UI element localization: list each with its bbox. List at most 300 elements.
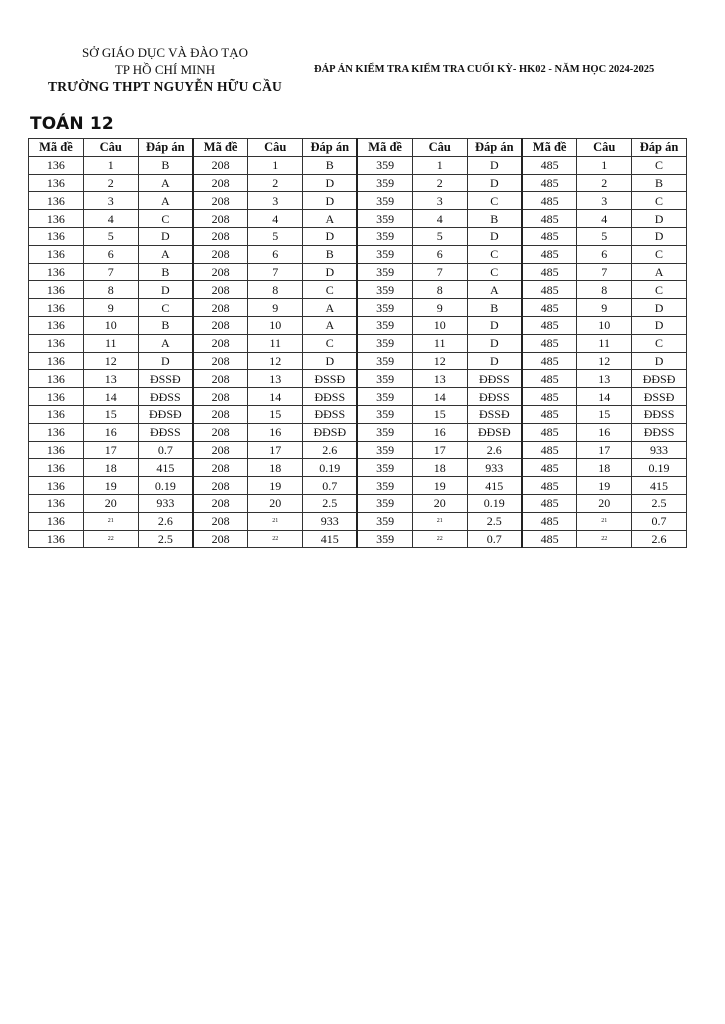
- table-row: [29, 459, 687, 477]
- answer-cell: ĐĐSĐ: [467, 423, 522, 441]
- question-cell: 17: [248, 441, 303, 459]
- table-row: [29, 227, 687, 245]
- table-header-row: [29, 139, 687, 157]
- question-cell: 14: [248, 388, 303, 406]
- answer-cell: B: [303, 245, 358, 263]
- answer-cell: 2.6: [303, 441, 358, 459]
- question-cell: 22: [577, 530, 632, 548]
- question-cell: 16: [248, 423, 303, 441]
- exam-code-cell: 485: [522, 156, 577, 174]
- exam-code-cell: 208: [193, 316, 248, 334]
- question-cell: 3: [248, 192, 303, 210]
- question-cell: 19: [248, 477, 303, 495]
- exam-code-cell: 208: [193, 156, 248, 174]
- department-line-1: SỞ GIÁO DỤC VÀ ĐÀO TẠO: [82, 45, 248, 60]
- question-cell: 21: [412, 512, 467, 530]
- question-cell: 19: [577, 477, 632, 495]
- exam-code-cell: 136: [29, 459, 84, 477]
- question-cell: 18: [83, 459, 138, 477]
- question-cell: 3: [412, 192, 467, 210]
- answer-cell: ĐĐSĐ: [632, 370, 687, 388]
- exam-code-cell: 485: [522, 299, 577, 317]
- answer-cell: B: [467, 299, 522, 317]
- exam-code-cell: 359: [357, 174, 412, 192]
- answer-key-table: [28, 138, 687, 548]
- column-header: Đáp án: [467, 139, 522, 157]
- question-cell: 5: [83, 227, 138, 245]
- answer-cell: A: [138, 334, 193, 352]
- answer-cell: D: [632, 299, 687, 317]
- column-header: Câu: [83, 139, 138, 157]
- answer-cell: C: [632, 281, 687, 299]
- answer-cell: A: [467, 281, 522, 299]
- exam-code-cell: 359: [357, 227, 412, 245]
- exam-code-cell: 136: [29, 388, 84, 406]
- question-cell: 20: [412, 494, 467, 512]
- question-cell: 5: [577, 227, 632, 245]
- answer-cell: 415: [138, 459, 193, 477]
- exam-code-cell: 485: [522, 316, 577, 334]
- answer-cell: ĐĐSS: [632, 405, 687, 423]
- exam-code-cell: 485: [522, 210, 577, 228]
- exam-code-cell: 208: [193, 192, 248, 210]
- exam-code-cell: 485: [522, 494, 577, 512]
- exam-code-cell: 208: [193, 174, 248, 192]
- answer-cell: 2.5: [632, 494, 687, 512]
- question-cell: 7: [577, 263, 632, 281]
- answer-cell: 2.5: [303, 494, 358, 512]
- exam-code-cell: 359: [357, 316, 412, 334]
- answer-cell: 0.19: [303, 459, 358, 477]
- question-cell: 3: [577, 192, 632, 210]
- table-row: [29, 370, 687, 388]
- exam-code-cell: 208: [193, 352, 248, 370]
- department-line-2: TP HỒ CHÍ MINH: [114, 62, 216, 77]
- exam-code-cell: 485: [522, 530, 577, 548]
- header-left: [30, 44, 300, 95]
- exam-code-cell: 359: [357, 334, 412, 352]
- exam-code-cell: 359: [357, 494, 412, 512]
- answer-cell: B: [138, 316, 193, 334]
- exam-code-cell: 485: [522, 441, 577, 459]
- question-cell: 4: [248, 210, 303, 228]
- answer-cell: C: [632, 334, 687, 352]
- answer-cell: 415: [467, 477, 522, 495]
- question-cell: 11: [577, 334, 632, 352]
- answer-cell: D: [467, 352, 522, 370]
- exam-code-cell: 359: [357, 156, 412, 174]
- answer-cell: ĐĐSS: [632, 423, 687, 441]
- answer-cell: D: [303, 263, 358, 281]
- column-header: Mã đề: [522, 139, 577, 157]
- answer-cell: ĐĐSĐ: [138, 405, 193, 423]
- answer-cell: 933: [303, 512, 358, 530]
- answer-cell: 2.5: [467, 512, 522, 530]
- question-cell: 22: [412, 530, 467, 548]
- question-cell: 22: [83, 530, 138, 548]
- answer-cell: 0.7: [632, 512, 687, 530]
- exam-code-cell: 485: [522, 352, 577, 370]
- exam-code-cell: 208: [193, 299, 248, 317]
- question-cell: 10: [412, 316, 467, 334]
- answer-cell: 933: [632, 441, 687, 459]
- answer-cell: 933: [467, 459, 522, 477]
- exam-code-cell: 485: [522, 245, 577, 263]
- question-cell: 11: [83, 334, 138, 352]
- answer-cell: D: [467, 156, 522, 174]
- question-cell: 4: [577, 210, 632, 228]
- answer-cell: D: [467, 227, 522, 245]
- answer-cell: 2.6: [138, 512, 193, 530]
- exam-code-cell: 208: [193, 370, 248, 388]
- table-row: [29, 334, 687, 352]
- table-row: [29, 192, 687, 210]
- answer-cell: B: [138, 156, 193, 174]
- exam-code-cell: 136: [29, 227, 84, 245]
- question-cell: 19: [412, 477, 467, 495]
- exam-code-cell: 485: [522, 263, 577, 281]
- question-cell: 16: [577, 423, 632, 441]
- exam-code-cell: 208: [193, 530, 248, 548]
- question-cell: 2: [248, 174, 303, 192]
- question-cell: 13: [577, 370, 632, 388]
- question-cell: 10: [248, 316, 303, 334]
- answer-cell: C: [303, 334, 358, 352]
- question-cell: 14: [412, 388, 467, 406]
- table-row: [29, 281, 687, 299]
- table-row: [29, 405, 687, 423]
- exam-code-cell: 359: [357, 477, 412, 495]
- question-cell: 11: [248, 334, 303, 352]
- exam-code-cell: 208: [193, 245, 248, 263]
- table-row: [29, 530, 687, 548]
- answer-cell: A: [303, 210, 358, 228]
- question-cell: 12: [577, 352, 632, 370]
- question-cell: 18: [577, 459, 632, 477]
- answer-cell: D: [632, 352, 687, 370]
- exam-code-cell: 208: [193, 210, 248, 228]
- question-cell: 1: [83, 156, 138, 174]
- question-cell: 5: [248, 227, 303, 245]
- answer-cell: 0.7: [138, 441, 193, 459]
- question-cell: 2: [577, 174, 632, 192]
- question-cell: 2: [412, 174, 467, 192]
- exam-code-cell: 136: [29, 299, 84, 317]
- column-header: Mã đề: [29, 139, 84, 157]
- column-header: Đáp án: [303, 139, 358, 157]
- answer-cell: D: [632, 316, 687, 334]
- question-cell: 17: [577, 441, 632, 459]
- answer-cell: C: [467, 192, 522, 210]
- question-cell: 6: [412, 245, 467, 263]
- exam-code-cell: 485: [522, 423, 577, 441]
- answer-cell: 933: [138, 494, 193, 512]
- question-cell: 3: [83, 192, 138, 210]
- answer-cell: C: [303, 281, 358, 299]
- column-header: Mã đề: [357, 139, 412, 157]
- table-row: [29, 512, 687, 530]
- exam-code-cell: 485: [522, 370, 577, 388]
- answer-cell: A: [632, 263, 687, 281]
- question-cell: 14: [577, 388, 632, 406]
- question-cell: 7: [412, 263, 467, 281]
- exam-code-cell: 136: [29, 370, 84, 388]
- answer-cell: ĐĐSS: [303, 388, 358, 406]
- exam-code-cell: 136: [29, 156, 84, 174]
- question-cell: 6: [248, 245, 303, 263]
- question-cell: 13: [83, 370, 138, 388]
- answer-cell: 2.6: [467, 441, 522, 459]
- column-header: Mã đề: [193, 139, 248, 157]
- answer-cell: 2.6: [632, 530, 687, 548]
- exam-code-cell: 208: [193, 334, 248, 352]
- exam-code-cell: 485: [522, 174, 577, 192]
- question-cell: 18: [248, 459, 303, 477]
- column-header: Câu: [577, 139, 632, 157]
- table-row: [29, 423, 687, 441]
- exam-code-cell: 359: [357, 210, 412, 228]
- question-cell: 7: [248, 263, 303, 281]
- question-cell: 2: [83, 174, 138, 192]
- question-cell: 21: [248, 512, 303, 530]
- answer-cell: D: [632, 210, 687, 228]
- answer-cell: A: [138, 192, 193, 210]
- exam-code-cell: 359: [357, 441, 412, 459]
- answer-cell: C: [632, 245, 687, 263]
- question-cell: 6: [83, 245, 138, 263]
- exam-code-cell: 208: [193, 459, 248, 477]
- answer-cell: A: [303, 299, 358, 317]
- answer-cell: ĐĐSĐ: [303, 423, 358, 441]
- answer-cell: 0.19: [467, 494, 522, 512]
- answer-cell: B: [303, 156, 358, 174]
- answer-cell: D: [138, 227, 193, 245]
- answer-cell: 0.7: [467, 530, 522, 548]
- question-cell: 13: [412, 370, 467, 388]
- exam-code-cell: 208: [193, 477, 248, 495]
- answer-cell: 0.19: [138, 477, 193, 495]
- question-cell: 9: [248, 299, 303, 317]
- question-cell: 14: [83, 388, 138, 406]
- table-row: [29, 388, 687, 406]
- exam-code-cell: 136: [29, 512, 84, 530]
- exam-code-cell: 136: [29, 316, 84, 334]
- table-body: [29, 156, 687, 548]
- exam-code-cell: 359: [357, 405, 412, 423]
- table-row: [29, 494, 687, 512]
- exam-code-cell: 359: [357, 299, 412, 317]
- question-cell: 15: [577, 405, 632, 423]
- question-cell: 6: [577, 245, 632, 263]
- exam-code-cell: 136: [29, 210, 84, 228]
- exam-code-cell: 136: [29, 263, 84, 281]
- exam-code-cell: 208: [193, 512, 248, 530]
- table-row: [29, 245, 687, 263]
- question-cell: 18: [412, 459, 467, 477]
- question-cell: 4: [412, 210, 467, 228]
- column-header: Đáp án: [632, 139, 687, 157]
- answer-cell: D: [303, 352, 358, 370]
- answer-cell: ĐĐSS: [138, 423, 193, 441]
- exam-code-cell: 136: [29, 477, 84, 495]
- question-cell: 8: [412, 281, 467, 299]
- column-header: Câu: [248, 139, 303, 157]
- document-title: ĐÁP ÁN KIỂM TRA KIỂM TRA CUỐI KỲ- HK02 - NĂM HỌC 2024-2025: [314, 64, 655, 75]
- question-cell: 8: [83, 281, 138, 299]
- question-cell: 15: [248, 405, 303, 423]
- exam-code-cell: 136: [29, 405, 84, 423]
- table-row: [29, 299, 687, 317]
- exam-code-cell: 136: [29, 530, 84, 548]
- exam-code-cell: 359: [357, 370, 412, 388]
- question-cell: 4: [83, 210, 138, 228]
- exam-code-cell: 359: [357, 530, 412, 548]
- exam-code-cell: 208: [193, 494, 248, 512]
- exam-code-cell: 208: [193, 281, 248, 299]
- question-cell: 12: [248, 352, 303, 370]
- answer-cell: 415: [632, 477, 687, 495]
- answer-cell: C: [138, 210, 193, 228]
- exam-code-cell: 208: [193, 263, 248, 281]
- question-cell: 20: [577, 494, 632, 512]
- exam-code-cell: 359: [357, 245, 412, 263]
- exam-code-cell: 208: [193, 405, 248, 423]
- answer-cell: C: [632, 192, 687, 210]
- table-row: [29, 352, 687, 370]
- table-row: [29, 156, 687, 174]
- exam-code-cell: 136: [29, 423, 84, 441]
- answer-cell: D: [138, 352, 193, 370]
- question-cell: 8: [248, 281, 303, 299]
- question-cell: 12: [412, 352, 467, 370]
- answer-cell: ĐSSĐ: [138, 370, 193, 388]
- answer-cell: D: [467, 316, 522, 334]
- answer-cell: C: [467, 245, 522, 263]
- answer-cell: B: [138, 263, 193, 281]
- question-cell: 21: [83, 512, 138, 530]
- table-row: [29, 174, 687, 192]
- answer-cell: ĐSSĐ: [632, 388, 687, 406]
- exam-code-cell: 359: [357, 388, 412, 406]
- answer-cell: B: [632, 174, 687, 192]
- question-cell: 22: [248, 530, 303, 548]
- question-cell: 20: [248, 494, 303, 512]
- question-cell: 21: [577, 512, 632, 530]
- question-cell: 10: [577, 316, 632, 334]
- exam-code-cell: 208: [193, 423, 248, 441]
- exam-code-cell: 136: [29, 281, 84, 299]
- question-cell: 1: [577, 156, 632, 174]
- question-cell: 16: [83, 423, 138, 441]
- answer-cell: D: [467, 174, 522, 192]
- answer-cell: ĐĐSS: [138, 388, 193, 406]
- question-cell: 5: [412, 227, 467, 245]
- exam-code-cell: 485: [522, 477, 577, 495]
- exam-code-cell: 208: [193, 441, 248, 459]
- answer-cell: ĐSSĐ: [467, 405, 522, 423]
- exam-code-cell: 359: [357, 352, 412, 370]
- exam-code-cell: 136: [29, 494, 84, 512]
- subject-title: TOÁN 12: [30, 114, 114, 134]
- question-cell: 7: [83, 263, 138, 281]
- exam-code-cell: 359: [357, 192, 412, 210]
- answer-cell: ĐSSĐ: [303, 370, 358, 388]
- question-cell: 19: [83, 477, 138, 495]
- exam-code-cell: 485: [522, 334, 577, 352]
- exam-code-cell: 485: [522, 512, 577, 530]
- exam-code-cell: 136: [29, 245, 84, 263]
- exam-code-cell: 136: [29, 174, 84, 192]
- table-row: [29, 316, 687, 334]
- question-cell: 16: [412, 423, 467, 441]
- exam-code-cell: 485: [522, 459, 577, 477]
- answer-cell: A: [138, 245, 193, 263]
- answer-cell: D: [303, 227, 358, 245]
- exam-code-cell: 485: [522, 281, 577, 299]
- answer-cell: D: [138, 281, 193, 299]
- answer-cell: A: [138, 174, 193, 192]
- exam-code-cell: 136: [29, 352, 84, 370]
- answer-cell: 415: [303, 530, 358, 548]
- question-cell: 12: [83, 352, 138, 370]
- question-cell: 17: [412, 441, 467, 459]
- question-cell: 9: [412, 299, 467, 317]
- question-cell: 17: [83, 441, 138, 459]
- exam-code-cell: 359: [357, 512, 412, 530]
- exam-code-cell: 485: [522, 227, 577, 245]
- exam-code-cell: 359: [357, 423, 412, 441]
- answer-cell: C: [138, 299, 193, 317]
- question-cell: 15: [83, 405, 138, 423]
- answer-cell: ĐĐSS: [467, 370, 522, 388]
- answer-cell: C: [632, 156, 687, 174]
- answer-cell: D: [303, 174, 358, 192]
- answer-cell: D: [632, 227, 687, 245]
- question-cell: 10: [83, 316, 138, 334]
- question-cell: 8: [577, 281, 632, 299]
- exam-code-cell: 359: [357, 281, 412, 299]
- table-row: [29, 441, 687, 459]
- exam-code-cell: 485: [522, 192, 577, 210]
- question-cell: 1: [412, 156, 467, 174]
- exam-code-cell: 136: [29, 334, 84, 352]
- exam-code-cell: 485: [522, 388, 577, 406]
- column-header: Câu: [412, 139, 467, 157]
- exam-code-cell: 136: [29, 441, 84, 459]
- answer-cell: D: [467, 334, 522, 352]
- question-cell: 9: [577, 299, 632, 317]
- column-header: Đáp án: [138, 139, 193, 157]
- answer-cell: 0.7: [303, 477, 358, 495]
- table-row: [29, 210, 687, 228]
- exam-code-cell: 208: [193, 388, 248, 406]
- question-cell: 20: [83, 494, 138, 512]
- question-cell: 1: [248, 156, 303, 174]
- answer-cell: B: [467, 210, 522, 228]
- answer-cell: ĐĐSS: [467, 388, 522, 406]
- answer-cell: 0.19: [632, 459, 687, 477]
- question-cell: 13: [248, 370, 303, 388]
- exam-code-cell: 359: [357, 263, 412, 281]
- question-cell: 15: [412, 405, 467, 423]
- exam-code-cell: 208: [193, 227, 248, 245]
- answer-cell: A: [303, 316, 358, 334]
- answer-cell: ĐĐSS: [303, 405, 358, 423]
- answer-cell: C: [467, 263, 522, 281]
- exam-code-cell: 359: [357, 459, 412, 477]
- question-cell: 9: [83, 299, 138, 317]
- answer-cell: D: [303, 192, 358, 210]
